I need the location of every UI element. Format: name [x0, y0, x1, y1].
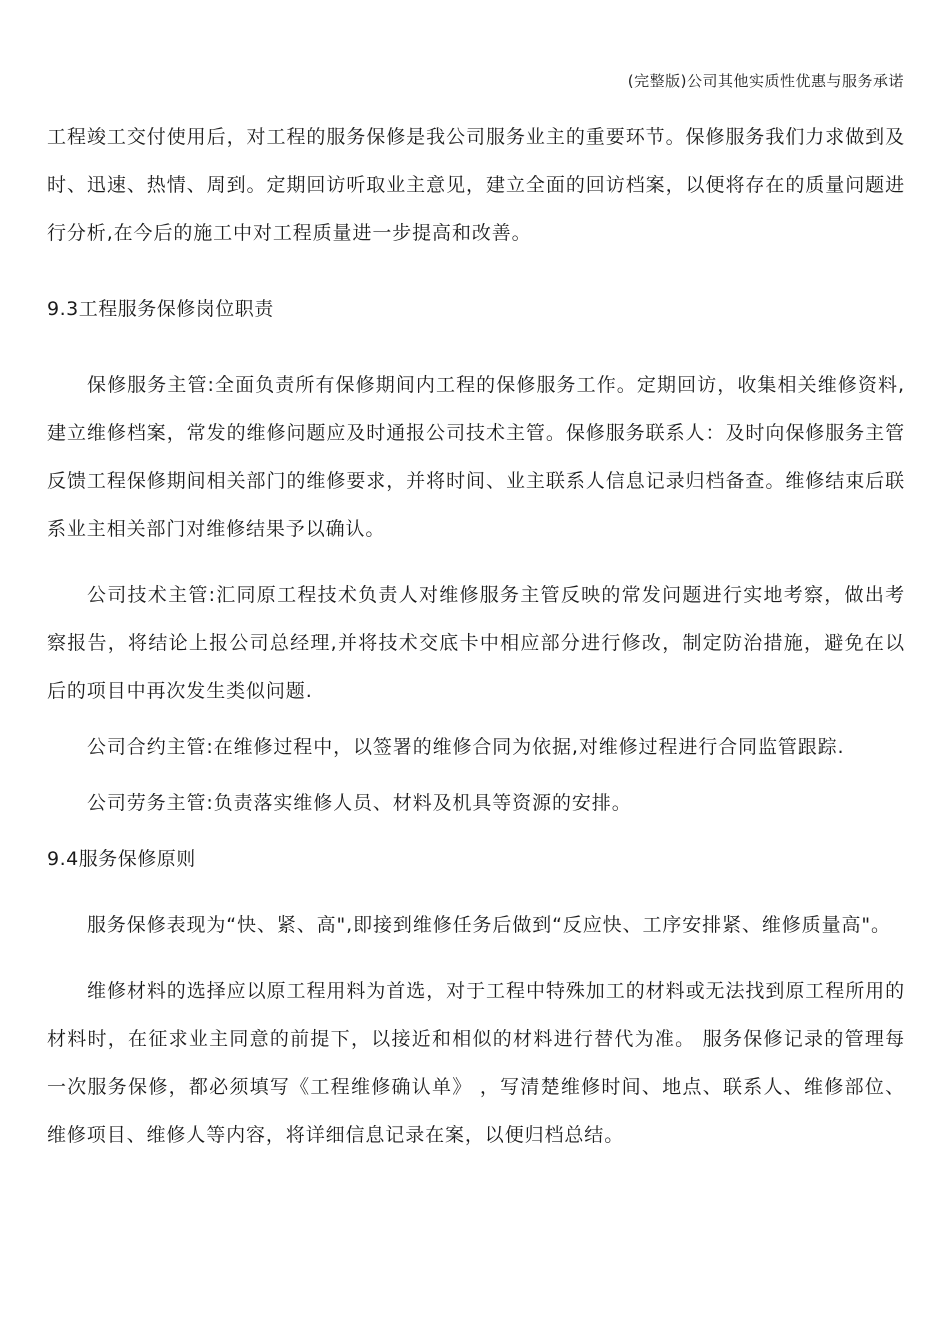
- labor-manager-duty-paragraph: 公司劳务主管:负责落实维修人员、材料及机具等资源的安排。: [87, 792, 632, 814]
- document-body: [47, 113, 905, 1159]
- contract-manager-duty-paragraph: 公司合约主管:在维修过程中，以签署的维修合同为依据,对维修过程进行合同监管跟踪.: [87, 736, 845, 758]
- materials-principle-paragraph: 维修材料的选择应以原工程用料为首选，对于工程中特殊加工的材料或无法找到原工程所用的材料时，在征求业主同意的前提下，以接近和相似的材料进行替代为准。 服务保修记录的管理每一次服务保修，都必须填写《工程维修确认单》 ，写清楚维修时间、地点、联系人、维修部位、维修项目、维修人等内容，将详细信息记录在案，以便归档总结。: [47, 980, 905, 1146]
- page-header-title: (完整版)公司其他实质性优惠与服务承诺: [627, 72, 904, 90]
- service-principle-paragraph: 服务保修表现为“快、紧、高",即接到维修任务后做到“反应快、工序安排紧、维修质量高"。: [87, 914, 891, 936]
- tech-manager-duty-paragraph: 公司技术主管:汇同原工程技术负责人对维修服务主管反映的常发问题进行实地考察，做出考察报告，将结论上报公司总经理,并将技术交底卡中相应部分进行修改，制定防治措施，避免在以后的项目中再次发生类似问题.: [47, 584, 905, 702]
- section-9-3-heading: 9.3工程服务保修岗位职责: [47, 298, 274, 320]
- intro-paragraph: 工程竣工交付使用后，对工程的服务保修是我公司服务业主的重要环节。保修服务我们力求做到及时、迅速、热情、周到。定期回访听取业主意见，建立全面的回访档案，以便将存在的质量问题进行分析,在今后的施工中对工程质量进一步提高和改善。: [47, 126, 905, 244]
- section-9-4-heading: 9.4服务保修原则: [47, 848, 196, 870]
- service-manager-duty-paragraph: 保修服务主管:全面负责所有保修期间内工程的保修服务工作。定期回访，收集相关维修资料,建立维修档案，常发的维修问题应及时通报公司技术主管。保修服务联系人：及时向保修服务主管反馈工程保修期间相关部门的维修要求，并将时间、业主联系人信息记录归档备查。维修结束后联系业主相关部门对维修结果予以确认。: [47, 374, 905, 540]
